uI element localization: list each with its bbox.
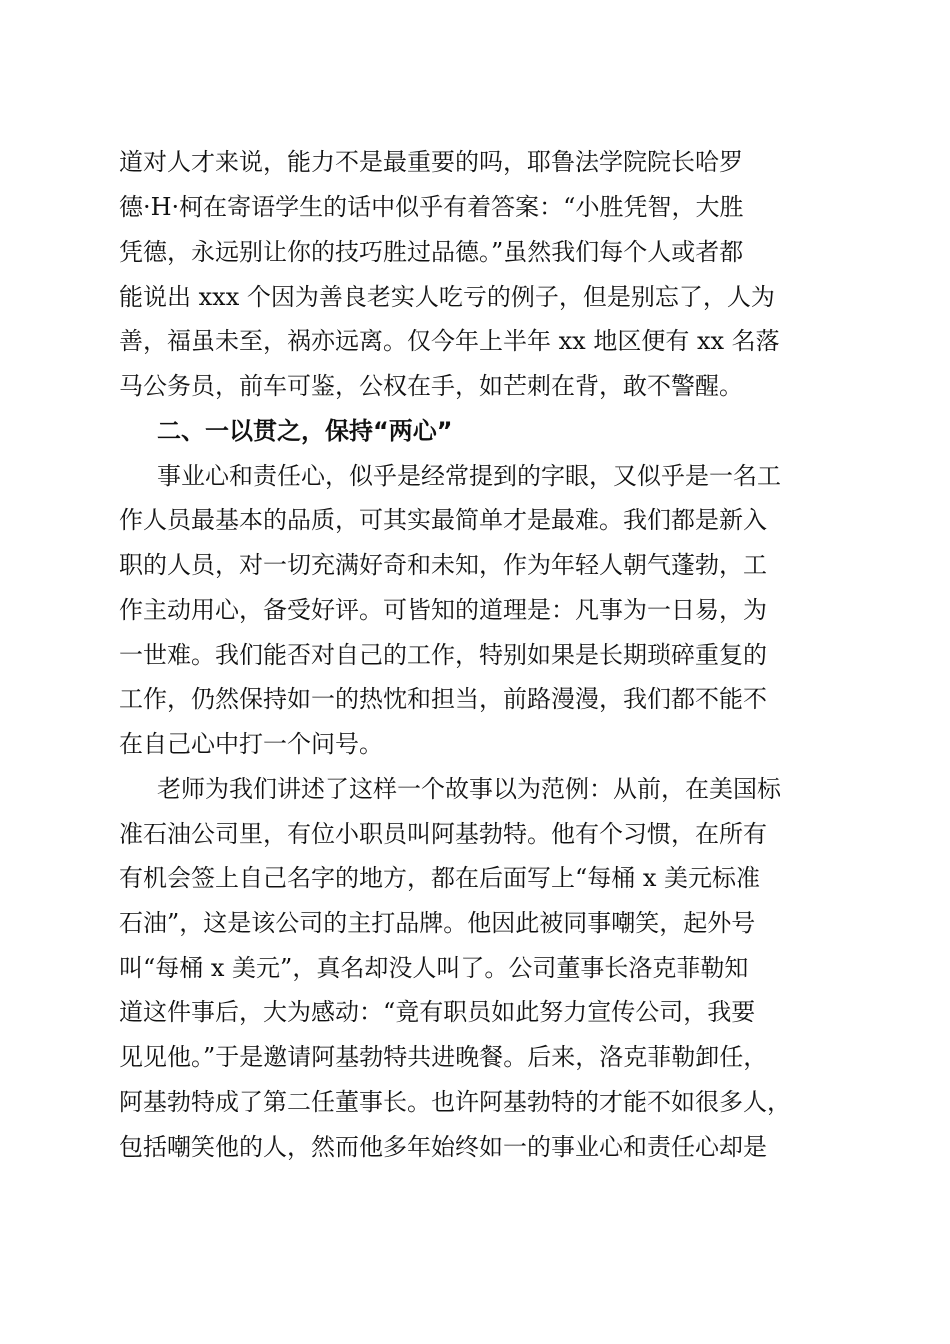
text-line [0,814,950,854]
text-line-content: 石油”，这是该公司的主打品牌。他因此被同事嘲笑，起外号 [119,909,756,937]
text-line [0,590,950,630]
text-line [0,500,950,540]
text-line [0,187,950,227]
text-line [0,1127,950,1167]
text-line [0,545,950,585]
text-line-content: 作人员最基本的品质，可其实最简单才是最难。我们都是新入 [119,506,767,534]
text-line-content: 在自己心中打一个问号。 [119,730,383,758]
text-line-content: 道对人才来说，能力不是最重要的吗，耶鲁法学院院长哈罗 [119,148,743,176]
text-line [0,142,950,182]
text-line [0,456,950,496]
text-line [0,1037,950,1077]
text-line-content: 能说出 xxx 个因为善良老实人吃亏的例子，但是别忘了，人为 [119,283,775,311]
text-line-content: 见见他。”于是邀请阿基勃特共进晚餐。后来，洛克菲勒卸任， [119,1043,768,1071]
text-line-content: 准石油公司里，有位小职员叫阿基勃特。他有个习惯，在所有 [119,820,767,848]
text-line [0,992,950,1032]
text-line [0,232,950,272]
text-line [0,635,950,675]
text-line-content: 职的人员，对一切充满好奇和未知，作为年轻人朝气蓬勃，工 [119,551,767,579]
text-line [0,277,950,317]
text-line-content: 事业心和责任心，似乎是经常提到的字眼，又似乎是一名工 [157,462,781,490]
text-line-content: 阿基勃特成了第二任董事长。也许阿基勃特的才能不如很多人， [119,1088,791,1116]
text-line [0,724,950,764]
text-line-content: 凭德，永远别让你的技巧胜过品德。”虽然我们每个人或者都 [119,238,744,266]
text-line [0,321,950,361]
text-line-content: 德·H·柯在寄语学生的话中似乎有着答案：“小胜凭智，大胜 [119,193,744,221]
text-line [0,948,950,988]
text-line [0,679,950,719]
text-line [0,366,950,406]
section-heading-text: 二、一以贯之，保持“两心” [157,417,453,445]
text-line [0,903,950,943]
text-line-content: 工作，仍然保持如一的热忱和担当，前路漫漫，我们都不能不 [119,685,767,713]
text-line-content: 一世难。我们能否对自己的工作，特别如果是长期琐碎重复的 [119,641,767,669]
text-line-content: 包括嘲笑他的人，然而他多年始终如一的事业心和责任心却是 [119,1133,767,1161]
text-line-content: 作主动用心，备受好评。可皆知的道理是：凡事为一日易，为 [119,596,767,624]
section-heading [0,411,950,451]
text-line-content: 马公务员，前车可鉴，公权在手，如芒刺在背，敢不警醒。 [119,372,743,400]
text-line-content: 道这件事后，大为感动：“竟有职员如此努力宣传公司，我要 [119,998,756,1026]
text-line-content: 老师为我们讲述了这样一个故事以为范例：从前，在美国标 [157,775,781,803]
text-line [0,769,950,809]
text-line [0,1082,950,1122]
text-line-content: 善，福虽未至，祸亦远离。仅今年上半年 xx 地区便有 xx 名落 [119,327,780,355]
text-line-content: 有机会签上自己名字的地方，都在后面写上“每桶 x 美元标准 [119,864,761,892]
text-line [0,858,950,898]
text-line-content: 叫“每桶 x 美元”，真名却没人叫了。公司董事长洛克菲勒知 [119,954,749,982]
